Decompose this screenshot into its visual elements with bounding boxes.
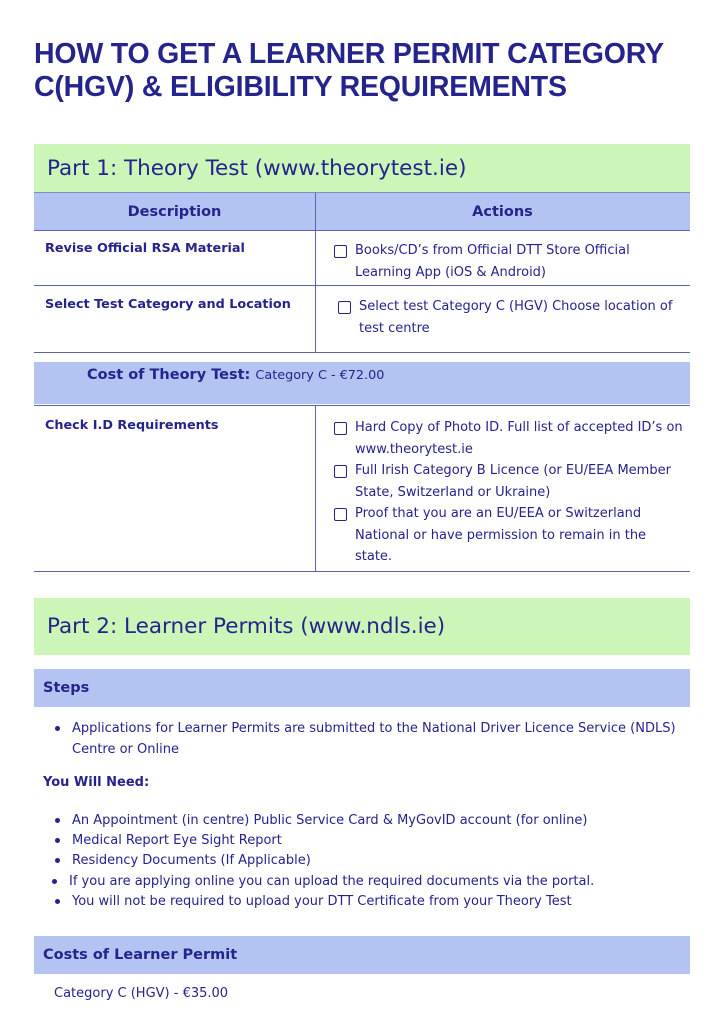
checkbox-icon[interactable] <box>334 465 347 478</box>
list-item: Medical Report Eye Sight Report <box>55 830 685 851</box>
costs-heading: Costs of Learner Permit <box>34 936 690 974</box>
checkbox-icon[interactable] <box>338 301 351 314</box>
action-item <box>334 460 684 503</box>
theory-cost-value: Category C - €72.00 <box>255 368 385 383</box>
list-item: Applications for Learner Permits are submitted to the National Driver Licence Service (NDLS) Centre or Online <box>55 718 685 760</box>
checkbox-icon[interactable] <box>334 245 347 258</box>
action-item <box>334 417 684 460</box>
part1-heading: Part 1: Theory Test (www.theorytest.ie) <box>34 144 690 192</box>
list-item: You will not be required to upload your DTT Certificate from your Theory Test <box>55 891 685 912</box>
row-description: Check I.D Requirements <box>45 418 219 433</box>
action-text: Select test Category C (HGV) Choose location of test centre <box>359 299 673 336</box>
theory-cost-bar <box>34 362 690 404</box>
part2-heading: Part 2: Learner Permits (www.ndls.ie) <box>34 598 690 655</box>
table-row <box>34 285 690 353</box>
table-row <box>34 229 690 286</box>
steps-heading: Steps <box>34 669 690 707</box>
action-text: Full Irish Category B Licence (or EU/EEA Member State, Switzerland or Ukraine) <box>355 463 671 500</box>
action-item <box>334 240 664 283</box>
row-description: Revise Official RSA Material <box>45 241 245 256</box>
list-item: If you are applying online you can upload the required documents via the portal. <box>52 871 692 892</box>
action-text: Hard Copy of Photo ID. Full list of accepted ID’s on www.theorytest.ie <box>355 420 683 457</box>
theory-cost-label: Cost of Theory Test: Category C - €72.00 <box>87 367 385 383</box>
list-item: Residency Documents (If Applicable) <box>55 850 685 871</box>
action-item <box>334 503 654 568</box>
checkbox-icon[interactable] <box>334 422 347 435</box>
actions-column-header: Actions <box>472 203 533 220</box>
table-header <box>34 192 690 231</box>
checkbox-icon[interactable] <box>334 508 347 521</box>
table-row <box>34 405 690 572</box>
you-will-need-heading: You Will Need: <box>43 775 150 790</box>
action-text: Books/CD’s from Official DTT Store Official Learning App (iOS & Android) <box>355 243 630 280</box>
description-column-header: Description <box>34 193 316 230</box>
action-text: Proof that you are an EU/EEA or Switzerland National or have permission to remain in the state. <box>355 506 647 564</box>
page-title: HOW TO GET A LEARNER PERMIT CATEGORY C(HGV) & ELIGIBILITY REQUIREMENTS <box>34 38 664 103</box>
action-item <box>338 296 678 339</box>
learner-permit-cost: Category C (HGV) - €35.00 <box>54 986 229 1001</box>
list-item: An Appointment (in centre) Public Service Card & MyGovID account (for online) <box>55 810 685 831</box>
row-description: Select Test Category and Location <box>45 297 291 312</box>
